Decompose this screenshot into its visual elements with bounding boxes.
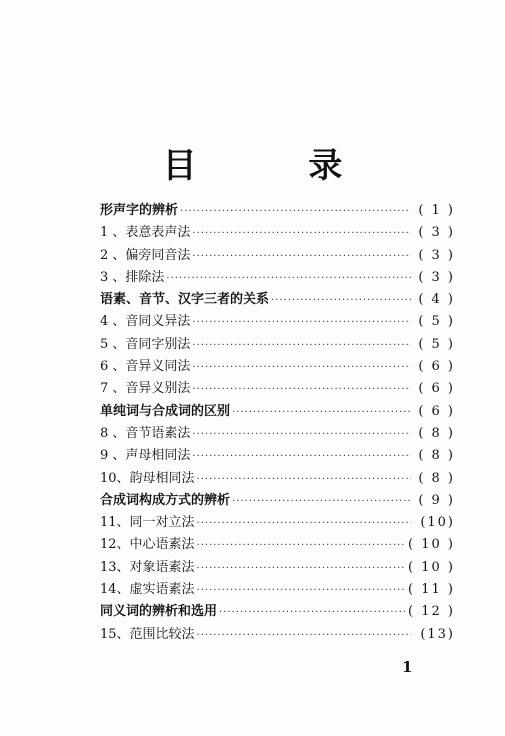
dot-leader bbox=[197, 540, 407, 551]
dot-leader bbox=[197, 518, 411, 529]
toc-entry-page: ( 10 ) bbox=[408, 537, 455, 553]
toc-entry-page: ( 10 ) bbox=[408, 559, 455, 575]
toc-entry-page: ( 3 ) bbox=[418, 225, 455, 241]
toc-entry-label: 单纯词与合成词的区别 bbox=[100, 403, 231, 419]
toc-entry bbox=[100, 333, 455, 355]
toc-entry bbox=[100, 355, 455, 377]
toc-entry bbox=[100, 444, 455, 466]
dot-leader bbox=[197, 474, 411, 485]
dot-leader bbox=[192, 228, 411, 239]
toc-entry-label: 8 、音节语素法 bbox=[100, 425, 191, 441]
toc-entry-page: (13) bbox=[420, 626, 455, 642]
toc-entry bbox=[100, 244, 455, 266]
toc-entry bbox=[100, 221, 455, 243]
dot-leader bbox=[192, 429, 411, 440]
dot-leader bbox=[192, 451, 411, 462]
dot-leader bbox=[180, 206, 411, 217]
toc-entry bbox=[100, 467, 455, 489]
toc-entry-label: 11、同一对立法 bbox=[100, 515, 195, 531]
toc-entry-page: ( 5 ) bbox=[418, 314, 455, 330]
toc-entry-page: ( 5 ) bbox=[418, 336, 455, 352]
toc-entry-page: ( 9 ) bbox=[418, 492, 455, 508]
toc-entry-page: ( 6 ) bbox=[418, 381, 455, 397]
dot-leader bbox=[166, 273, 411, 284]
toc-entry bbox=[100, 288, 455, 310]
toc-entry bbox=[100, 556, 455, 578]
toc-entry-label: 合成词构成方式的辨析 bbox=[100, 492, 231, 508]
toc-entry-page: ( 6 ) bbox=[418, 359, 455, 375]
dot-leader bbox=[192, 251, 411, 262]
toc-entry-label: 10、韵母相同法 bbox=[100, 470, 195, 486]
toc-entry bbox=[100, 422, 455, 444]
toc-entry-label: 12、中心语素法 bbox=[100, 537, 195, 553]
dot-leader bbox=[271, 295, 411, 306]
dot-leader bbox=[192, 340, 411, 351]
table-of-contents bbox=[100, 199, 455, 645]
toc-entry-label: 5 、音同字别法 bbox=[100, 336, 191, 352]
toc-entry-page: ( 6 ) bbox=[418, 403, 455, 419]
toc-entry-label: 13、对象语素法 bbox=[100, 559, 195, 575]
dot-leader bbox=[197, 585, 407, 596]
toc-entry bbox=[100, 623, 455, 645]
dot-leader bbox=[219, 607, 406, 618]
toc-entry-page: ( 3 ) bbox=[418, 247, 455, 263]
toc-entry-label: 14、虚实语素法 bbox=[100, 582, 195, 598]
toc-entry bbox=[100, 199, 455, 221]
toc-entry bbox=[100, 600, 455, 622]
toc-entry bbox=[100, 511, 455, 533]
toc-entry-label: 3 、排除法 bbox=[100, 269, 165, 285]
toc-entry-label: 9 、声母相同法 bbox=[100, 448, 191, 464]
toc-entry-label: 15、范围比较法 bbox=[100, 626, 195, 642]
page-title: 目 录 bbox=[162, 146, 393, 186]
toc-entry-label: 语素、音节、汉字三者的关系 bbox=[100, 292, 270, 308]
dot-leader bbox=[232, 496, 411, 507]
dot-leader bbox=[192, 317, 411, 328]
toc-entry-page: ( 1 ) bbox=[418, 203, 455, 218]
toc-entry-page: ( 12 ) bbox=[408, 604, 455, 620]
toc-entry bbox=[100, 578, 455, 600]
toc-entry-page: ( 8 ) bbox=[418, 425, 455, 441]
toc-entry-label: 4 、音同义异法 bbox=[100, 314, 191, 330]
toc-entry-label: 同义词的辨析和选用 bbox=[100, 604, 218, 620]
toc-entry-label: 6 、音异义同法 bbox=[100, 359, 191, 375]
toc-entry-page: ( 3 ) bbox=[418, 269, 455, 285]
page-number: 1 bbox=[402, 658, 413, 676]
dot-leader bbox=[197, 563, 407, 574]
dot-leader bbox=[192, 384, 411, 395]
toc-entry-page: ( 4 ) bbox=[418, 292, 455, 308]
toc-entry-page: (10) bbox=[420, 515, 455, 531]
toc-entry-label: 7 、音异义别法 bbox=[100, 381, 191, 397]
toc-entry bbox=[100, 377, 455, 399]
dot-leader bbox=[192, 362, 411, 373]
toc-entry-label: 1 、表意表声法 bbox=[100, 225, 191, 241]
toc-entry-page: ( 8 ) bbox=[418, 448, 455, 464]
toc-entry bbox=[100, 310, 455, 332]
toc-entry-page: ( 8 ) bbox=[418, 470, 455, 486]
toc-entry-label: 2 、偏旁同音法 bbox=[100, 247, 191, 263]
dot-leader bbox=[232, 407, 411, 418]
toc-entry bbox=[100, 266, 455, 288]
toc-entry-label: 形声字的辨析 bbox=[100, 203, 179, 218]
toc-entry bbox=[100, 400, 455, 422]
toc-entry bbox=[100, 489, 455, 511]
toc-entry bbox=[100, 533, 455, 555]
dot-leader bbox=[197, 630, 411, 641]
toc-entry-page: ( 11 ) bbox=[408, 582, 455, 598]
